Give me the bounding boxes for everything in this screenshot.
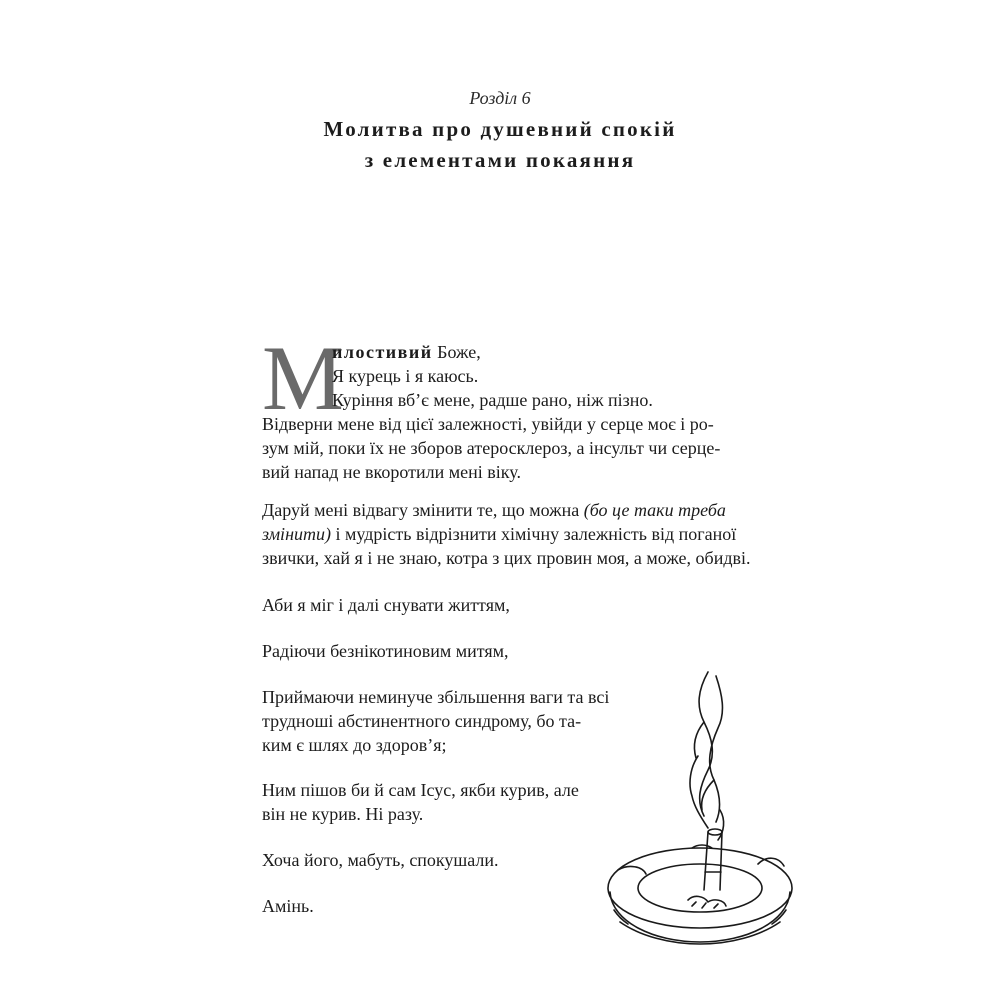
prayer-line: Радіючи безнікотиновим митям, xyxy=(262,641,509,661)
prayer-line: Я курець і я каюсь. xyxy=(332,366,479,386)
chapter-title-line-2: з елементами покаяння xyxy=(364,148,636,172)
prayer-line: Відверни мене від цієї залежності, увійди у серце моє і ро- xyxy=(262,414,714,434)
chapter-label: Розділ 6 xyxy=(469,88,531,108)
drop-cap: М xyxy=(262,327,344,429)
prayer-line: трудноші абстинентного синдрому, бо та- xyxy=(262,711,582,731)
prayer-line: звички, хай я і не знаю, котра з цих провин моя, а може, обидві. xyxy=(262,548,751,568)
prayer-line: Амінь. xyxy=(262,896,314,916)
prayer-line: змінити) і мудрість відрізнити хімічну залежність від поганої xyxy=(262,524,737,544)
prayer-line: зум мій, поки їх не зборов атеросклероз, а інсульт чи серце- xyxy=(262,438,721,458)
chapter-title-line-1: Молитва про душевний спокій xyxy=(323,117,677,141)
prayer-line: Даруй мені відвагу змінити те, що можна (бо це таки треба xyxy=(262,500,726,520)
prayer-line: Приймаючи неминуче збільшення ваги та всі xyxy=(262,687,610,707)
prayer-line: илостивий Боже, xyxy=(332,342,481,362)
prayer-line: Ним пішов би й сам Ісус, якби курив, але xyxy=(262,780,579,800)
prayer-line: Аби я міг і далі снувати життям, xyxy=(262,595,510,615)
prayer-line: він не курив. Ні разу. xyxy=(262,804,424,824)
prayer-line: ким є шлях до здоров’я; xyxy=(262,735,447,755)
prayer-line: Хоча його, мабуть, спокушали. xyxy=(262,850,499,870)
chapter-title xyxy=(0,114,1000,176)
prayer-line: Куріння вб’є мене, радше рано, ніж пізно. xyxy=(332,390,653,410)
ashtray-illustration xyxy=(600,660,800,950)
prayer-line: вий напад не вкоротили мені віку. xyxy=(262,462,521,482)
